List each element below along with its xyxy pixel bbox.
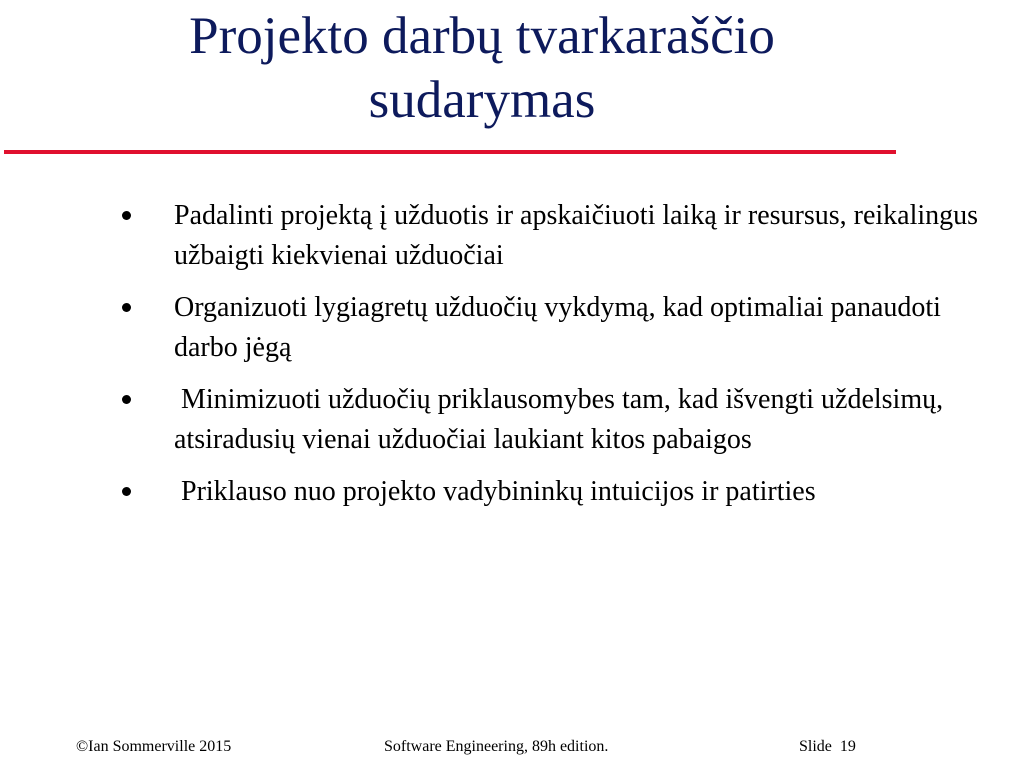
bullet-dot-icon <box>122 211 131 220</box>
bullet-item <box>118 380 988 460</box>
footer-book-title: Software Engineering, 89h edition. <box>384 738 609 755</box>
bullet-list <box>118 196 988 524</box>
footer-slide-number: Slide 19 <box>799 738 856 755</box>
bullet-item <box>118 472 988 512</box>
bullet-text: Priklauso nuo projekto vadybininkų intuicijos ir patirties <box>174 476 816 507</box>
bullet-text: Minimizuoti užduočių priklausomybes tam, kad išvengti uždelsimų, atsiradusių vienai užduočiai laukiant kitos pabaigos <box>174 384 951 455</box>
footer-copyright: ©Ian Sommerville 2015 <box>76 738 232 755</box>
bullet-dot-icon <box>122 395 131 404</box>
bullet-text: Padalinti projektą į užduotis ir apskaičiuoti laiką ir resursus, reikalingus užbaigti kiekvienai užduočiai <box>174 200 986 271</box>
bullet-dot-icon <box>122 303 131 312</box>
bullet-text: Organizuoti lygiagretų užduočių vykdymą, kad optimaliai panaudoti darbo jėgą <box>174 292 948 363</box>
slide-title-line-2: sudarymas <box>368 71 596 129</box>
bullet-dot-icon <box>122 487 131 496</box>
title-divider <box>4 150 896 154</box>
bullet-item <box>118 288 988 368</box>
slide-title <box>0 4 964 132</box>
bullet-item <box>118 196 988 276</box>
slide-title-line-1: Projekto darbų tvarkaraščio <box>189 7 775 65</box>
